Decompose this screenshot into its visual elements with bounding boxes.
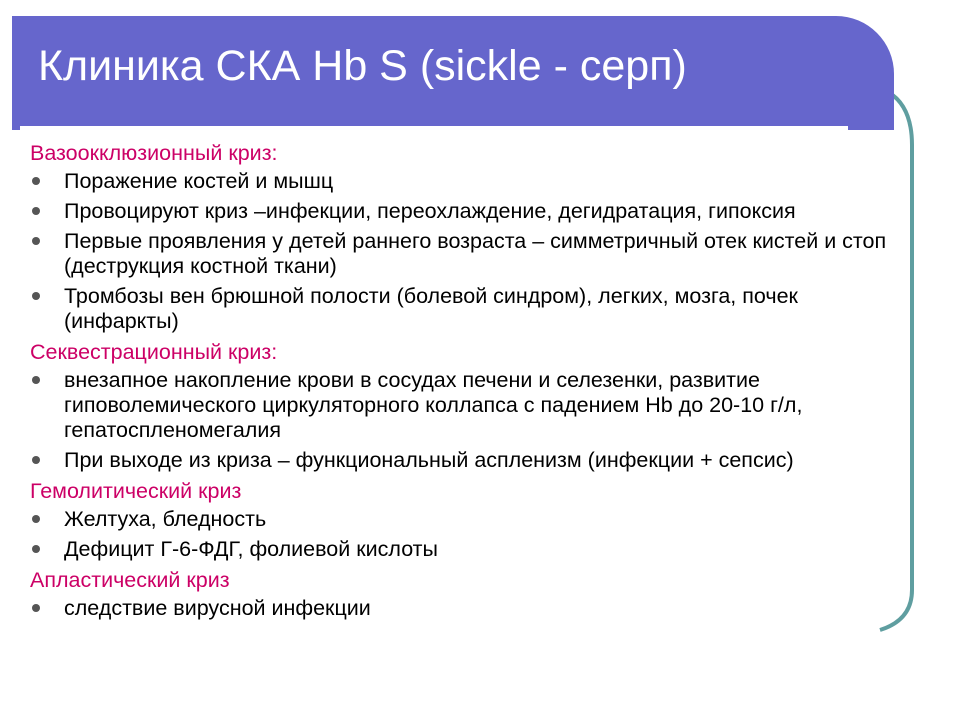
section-heading: Гемолитический криз	[30, 479, 242, 503]
bullet-dot-icon	[32, 292, 40, 300]
bullet-text: Желтуха, бледность	[64, 507, 267, 531]
title-underline	[20, 126, 848, 130]
bullet-text: Первые проявления у детей раннего возраста – симметричный отек кистей и стоп (деструкция костной ткани)	[64, 229, 887, 278]
bullet-text: следствие вирусной инфекции	[64, 596, 371, 620]
bullet-text: Дефицит Г-6-ФДГ, фолиевой кислоты	[64, 537, 438, 561]
bullet-text: Провоцируют криз –инфекции, переохлаждение, дегидратация, гипоксия	[64, 199, 796, 223]
bullet-item	[30, 507, 890, 532]
bullet-text: При выходе из криза – функциональный аспленизм (инфекции + сепсис)	[64, 448, 794, 472]
bullet-item	[30, 284, 890, 334]
slide-title: Клиника СКА Hb S (sickle - серп)	[38, 42, 687, 90]
bullet-dot-icon	[32, 376, 40, 384]
bullet-text: внезапное накопление крови в сосудах печени и селезенки, развитие гиповолемического циркуляторного коллапса с падением Hb до 20-10 г/л, гепатоспленомегалия	[64, 368, 803, 442]
bullet-dot-icon	[32, 604, 40, 612]
section-sequestration	[30, 339, 890, 473]
section-heading: Секвестрационный криз:	[30, 340, 278, 364]
section-hemolytic	[30, 478, 890, 562]
bullet-item	[30, 199, 890, 224]
section-aplastic	[30, 567, 890, 621]
bullet-text: Поражение костей и мышц	[64, 169, 334, 193]
bullet-item	[30, 368, 890, 443]
slide-content	[30, 140, 890, 626]
bullet-dot-icon	[32, 237, 40, 245]
bullet-dot-icon	[32, 515, 40, 523]
section-vasoocclusive	[30, 140, 890, 334]
bullet-item	[30, 448, 890, 473]
bullet-dot-icon	[32, 177, 40, 185]
section-heading: Апластический криз	[30, 568, 230, 592]
section-heading: Вазоокклюзионный криз:	[30, 141, 278, 165]
bullet-item	[30, 596, 890, 621]
bullet-text: Тромбозы вен брюшной полости (болевой синдром), легких, мозга, почек (инфаркты)	[64, 284, 798, 333]
bullet-item	[30, 229, 890, 279]
bullet-item	[30, 537, 890, 562]
bullet-item	[30, 169, 890, 194]
bullet-dot-icon	[32, 545, 40, 553]
bullet-dot-icon	[32, 456, 40, 464]
bullet-dot-icon	[32, 207, 40, 215]
